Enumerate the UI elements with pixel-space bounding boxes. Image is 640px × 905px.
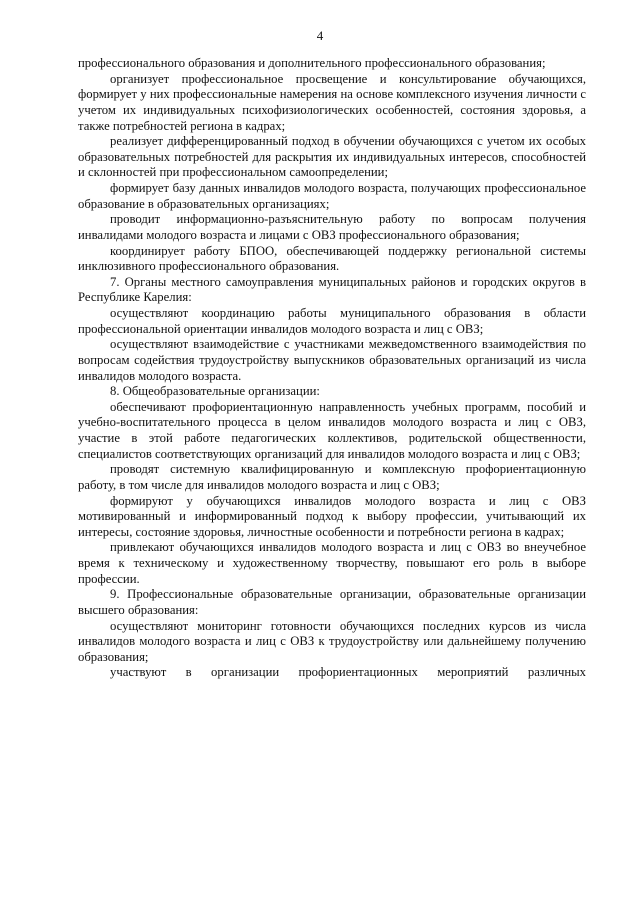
paragraph-career-education: организует профессиональное просвещение и консультирование обучающихся, формирует у них профессиональные намерения на основе комплексного изучения личности с учетом их индивидуальных психофизиологических особенностей, состояния здоровья, а также потребностей региона в кадрах; [78, 71, 586, 133]
section-heading-9: 9. Профессиональные образовательные организации, образовательные организации высшего образования: [78, 587, 586, 617]
section-heading-7: 7. Органы местного самоуправления муниципальных районов и городских округов в Республике Карелия: [78, 274, 586, 305]
paragraph-continuation: профессионального образования и дополнительного профессионального образования; [78, 56, 546, 70]
paragraph-career-orientation-programs: обеспечивают профориентационную направленность учебных программ, пособий и учебно-воспитательного процесса в целом инвалидов молодого возраста и лиц с ОВЗ, участие в этой работе педагогических коллективов, родительской общественности, специалистов соответствующих организаций для инвалидов молодого возраста и лиц с ОВЗ; [78, 399, 586, 461]
paragraph-systematic-work: проводят системную квалифицированную и комплексную профориентационную работу, в том числе для инвалидов молодого возраста и лиц с ОВЗ; [78, 462, 586, 492]
paragraph-readiness-monitoring: осуществляют мониторинг готовности обучающихся последних курсов из числа инвалидов молодого возраста и лиц с ОВЗ к трудоустройству или дальнейшему получению образования; [78, 618, 586, 664]
paragraph-interagency-interaction: осуществляют взаимодействие с участниками межведомственного взаимодействия по вопросам содействия трудоустройству выпускников образовательных организаций из числа инвалидов молодого возраста. [78, 337, 586, 383]
paragraph-differentiated-approach: реализует дифференцированный подход в обучении обучающихся с учетом их особых образовательных потребностей для раскрытия их индивидуальных интересов, способностей и склонностей при профессиональном самоопределении; [78, 134, 586, 180]
paragraph-database: формирует базу данных инвалидов молодого возраста, получающих профессиональное образование в образовательных организациях; [78, 181, 586, 211]
paragraph-bpoo-coordination: координирует работу БПОО, обеспечивающей поддержку региональной системы инклюзивного профессионального образования. [78, 243, 586, 274]
paragraph-extracurricular-creativity: привлекают обучающихся инвалидов молодого возраста и лиц с ОВЗ во внеучебное время к техническому и художественному творчеству, повышают его роль в выборе профессии. [78, 540, 586, 586]
paragraph-career-events: участвуют в организации профориентационных мероприятий различных [110, 665, 586, 680]
document-body [78, 56, 586, 681]
paragraph-motivated-approach: формируют у обучающихся инвалидов молодого возраста и лиц с ОВЗ мотивированный и информированный подход к выбору профессии, учитывающий их интересы, состояние здоровья, личностные особенности и потребности региона в кадрах; [78, 493, 586, 539]
page-number: 4 [316, 28, 324, 43]
section-heading-8: 8. Общеобразовательные организации: [110, 384, 320, 399]
paragraph-municipal-coordination: осуществляют координацию работы муниципального образования в области профессиональной ориентации инвалидов молодого возраста и лиц с ОВЗ; [78, 306, 586, 336]
paragraph-information-work: проводит информационно-разъяснительную работу по вопросам получения инвалидами молодого возраста и лицами с ОВЗ профессионального образования; [78, 212, 586, 242]
